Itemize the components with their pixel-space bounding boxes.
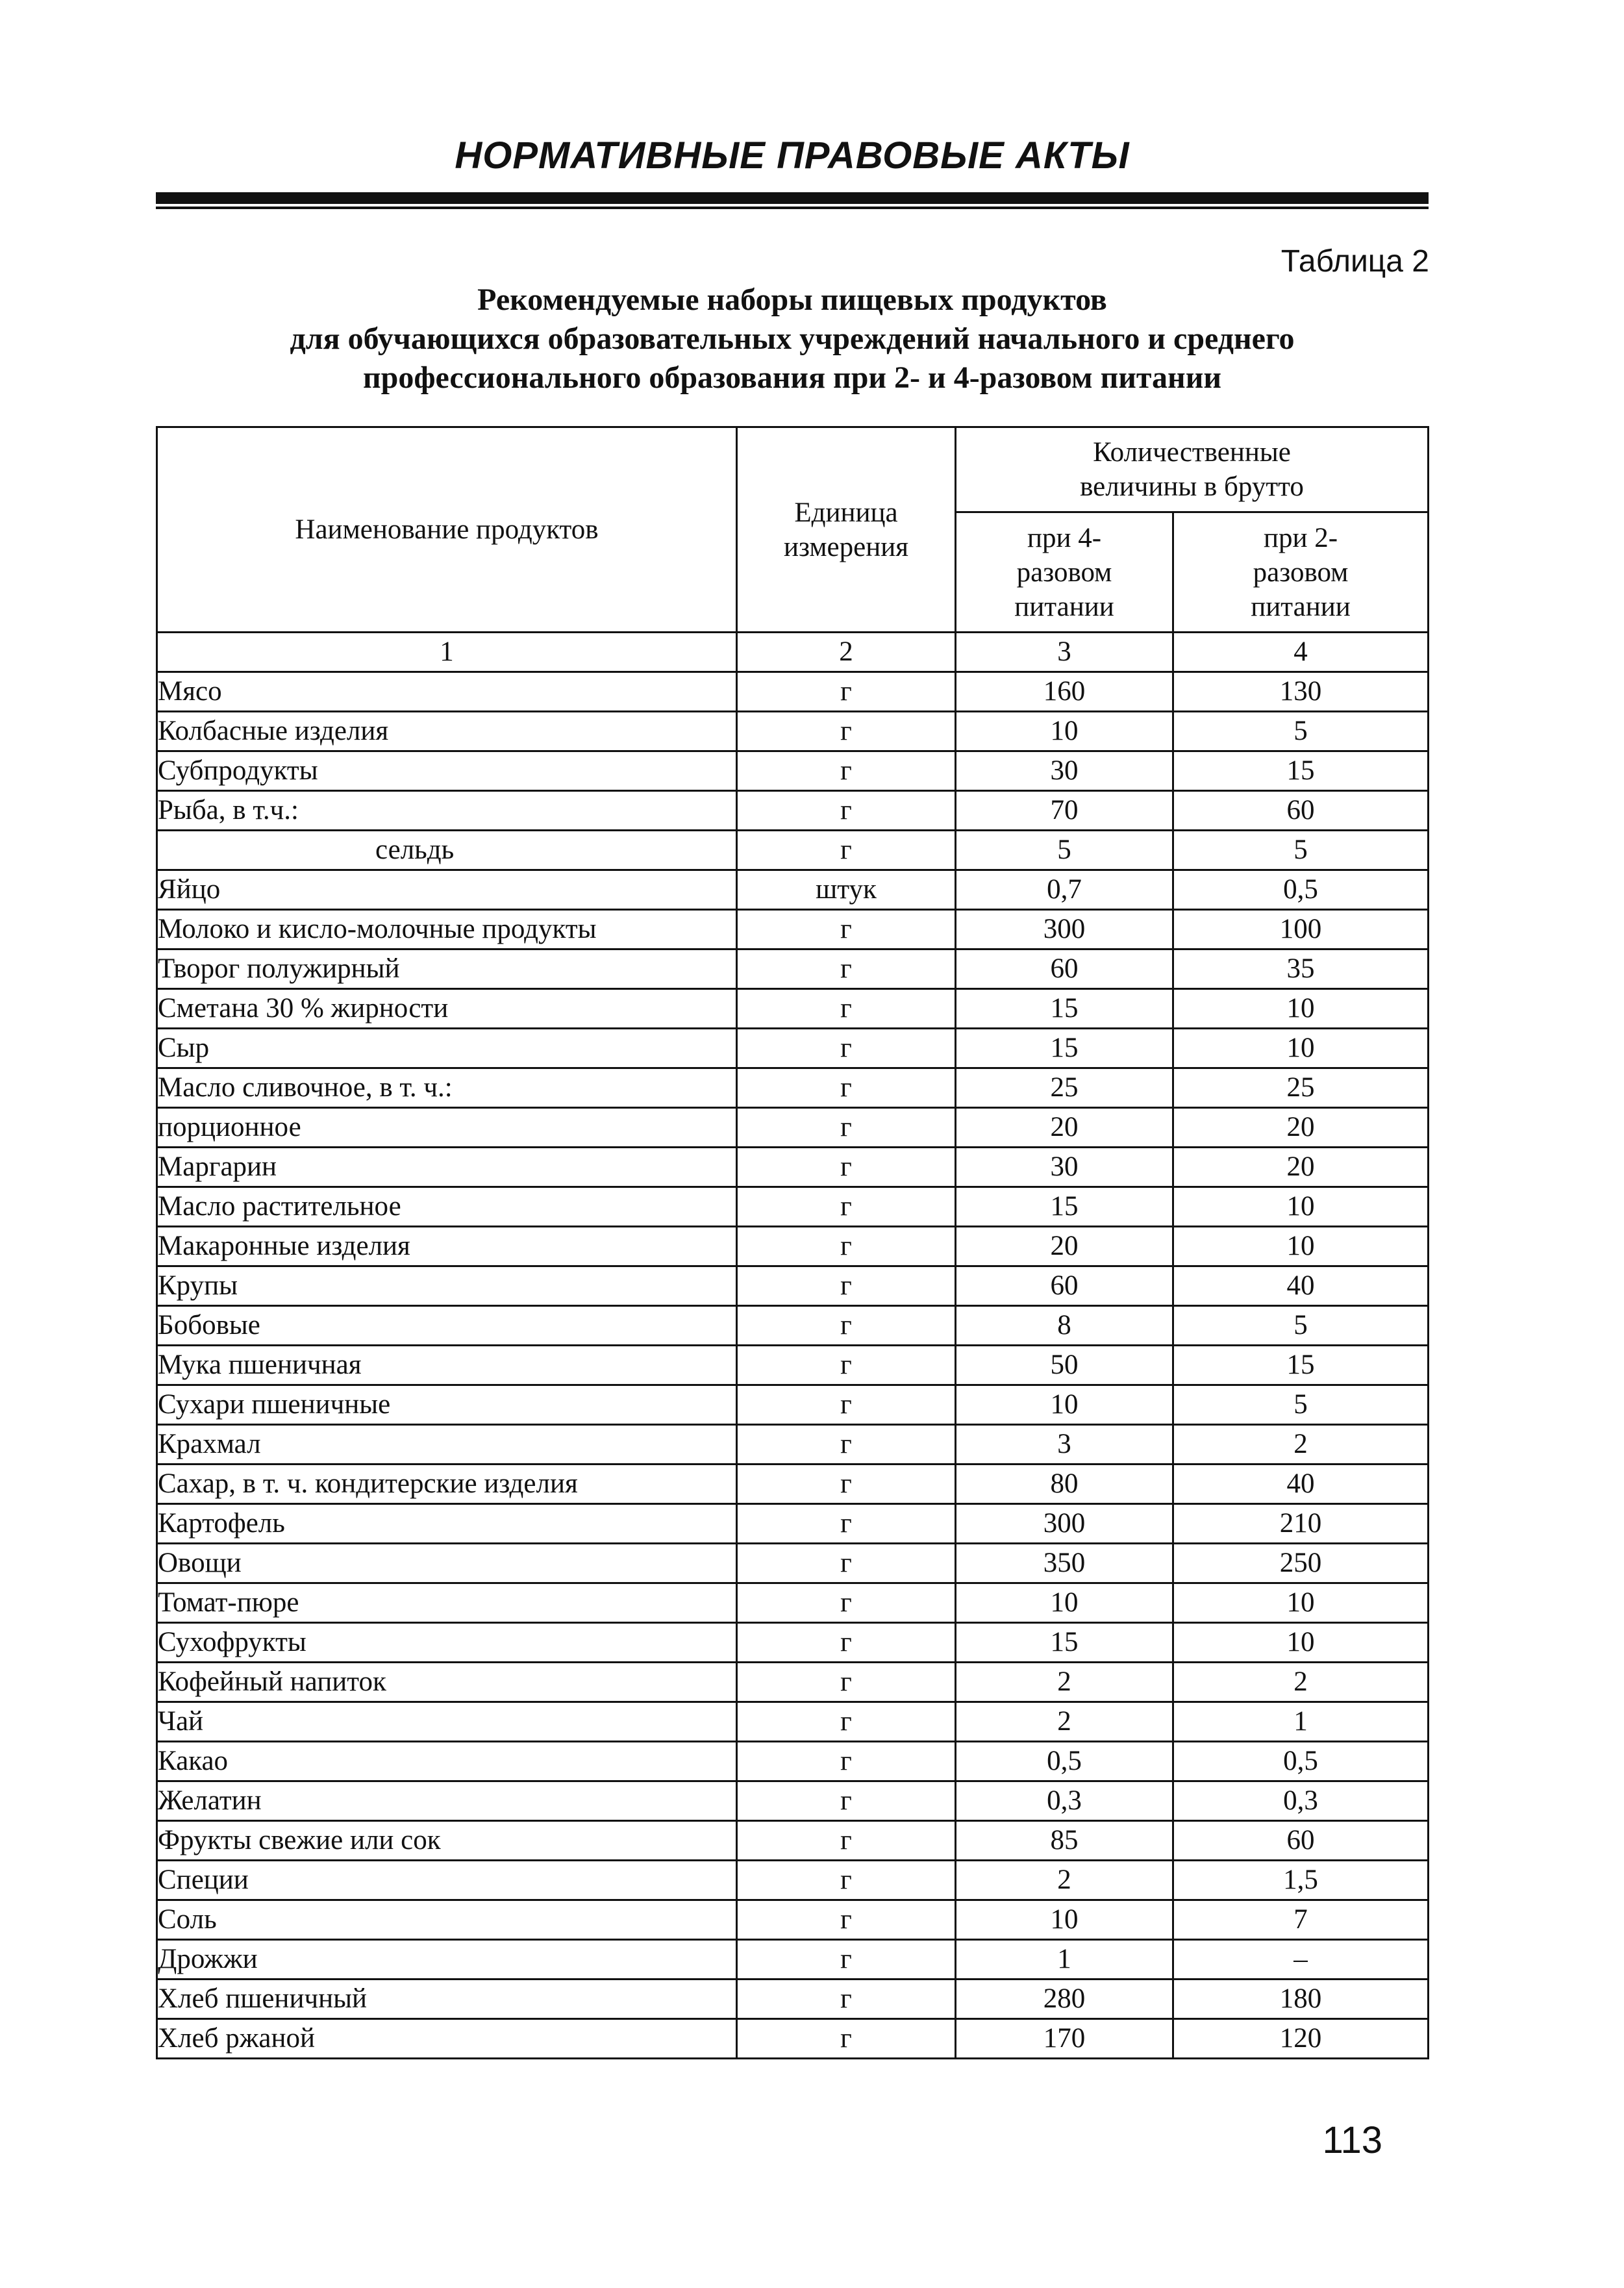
four-meal-value: 20 bbox=[956, 1108, 1173, 1148]
four-meal-value: 30 bbox=[956, 1148, 1173, 1187]
unit-cell: г bbox=[737, 1346, 956, 1385]
unit-cell: г bbox=[737, 791, 956, 831]
table-row bbox=[157, 672, 1429, 712]
unit-cell: г bbox=[737, 1781, 956, 1821]
unit-cell: г bbox=[737, 1465, 956, 1504]
four-meal-value: 10 bbox=[956, 712, 1173, 751]
table-label: Таблица 2 bbox=[1280, 244, 1429, 279]
table-row bbox=[157, 1465, 1429, 1504]
two-meal-value: 60 bbox=[1173, 791, 1429, 831]
two-meal-value: 100 bbox=[1173, 910, 1429, 949]
four-meal-value: 350 bbox=[956, 1544, 1173, 1583]
four-meal-value: 10 bbox=[956, 1900, 1173, 1940]
two-meal-value: 2 bbox=[1173, 1663, 1429, 1702]
product-name: Специи bbox=[157, 1861, 737, 1900]
unit-cell: г bbox=[737, 1306, 956, 1346]
column-number: 3 bbox=[956, 633, 1173, 672]
unit-cell: г bbox=[737, 1583, 956, 1623]
four-meal-value: 10 bbox=[956, 1385, 1173, 1425]
four-meal-value: 300 bbox=[956, 910, 1173, 949]
two-meal-value: – bbox=[1173, 1940, 1429, 1980]
product-name: Молоко и кисло-молочные продукты bbox=[157, 910, 737, 949]
table-row bbox=[157, 1663, 1429, 1702]
four-meal-value: 1 bbox=[956, 1940, 1173, 1980]
table-row bbox=[157, 1266, 1429, 1306]
table-row bbox=[157, 1504, 1429, 1544]
product-name: Хлеб пшеничный bbox=[157, 1980, 737, 2019]
table-row bbox=[157, 712, 1429, 751]
unit-cell: г bbox=[737, 989, 956, 1029]
unit-cell: г bbox=[737, 1544, 956, 1583]
unit-cell: г bbox=[737, 1187, 956, 1227]
column-number: 2 bbox=[737, 633, 956, 672]
product-name: Крупы bbox=[157, 1266, 737, 1306]
header-product-name: Наименование продуктов bbox=[157, 427, 737, 633]
product-name: Дрожжи bbox=[157, 1940, 737, 1980]
product-name: Сметана 30 % жирности bbox=[157, 989, 737, 1029]
four-meal-value: 300 bbox=[956, 1504, 1173, 1544]
four-meal-value: 280 bbox=[956, 1980, 1173, 2019]
four-meal-value: 60 bbox=[956, 1266, 1173, 1306]
product-name: Творог полужирный bbox=[157, 949, 737, 989]
product-name: Яйцо bbox=[157, 870, 737, 910]
unit-cell: г bbox=[737, 712, 956, 751]
caption-line-2: для обучающихся образовательных учреждений начального и среднего bbox=[290, 321, 1295, 356]
two-meal-value: 130 bbox=[1173, 672, 1429, 712]
two-meal-value: 20 bbox=[1173, 1108, 1429, 1148]
unit-cell: г bbox=[737, 1623, 956, 1663]
unit-cell: г bbox=[737, 831, 956, 870]
unit-cell: г bbox=[737, 1148, 956, 1187]
table-row bbox=[157, 1623, 1429, 1663]
four-meal-value: 2 bbox=[956, 1861, 1173, 1900]
table-row bbox=[157, 1148, 1429, 1187]
two-meal-value: 250 bbox=[1173, 1544, 1429, 1583]
table-row bbox=[157, 1980, 1429, 2019]
unit-cell: г bbox=[737, 1861, 956, 1900]
table-row bbox=[157, 989, 1429, 1029]
four-meal-value: 15 bbox=[956, 1623, 1173, 1663]
four-meal-value: 20 bbox=[956, 1227, 1173, 1266]
header-quantity-text: Количественные величины в брутто bbox=[1080, 437, 1304, 502]
header-four-meal bbox=[956, 512, 1173, 633]
two-meal-value: 210 bbox=[1173, 1504, 1429, 1544]
product-name: Какао bbox=[157, 1742, 737, 1781]
product-name: Сухофрукты bbox=[157, 1623, 737, 1663]
four-meal-value: 50 bbox=[956, 1346, 1173, 1385]
table-row bbox=[157, 1187, 1429, 1227]
product-name: Сыр bbox=[157, 1029, 737, 1068]
table-row bbox=[157, 1306, 1429, 1346]
two-meal-value: 0,5 bbox=[1173, 1742, 1429, 1781]
four-meal-value: 0,5 bbox=[956, 1742, 1173, 1781]
table-row bbox=[157, 949, 1429, 989]
unit-cell: г bbox=[737, 1108, 956, 1148]
two-meal-value: 60 bbox=[1173, 1821, 1429, 1861]
four-meal-value: 25 bbox=[956, 1068, 1173, 1108]
page-number: 113 bbox=[1322, 2119, 1382, 2161]
product-name: Рыба, в т.ч.: bbox=[157, 791, 737, 831]
unit-cell: штук bbox=[737, 870, 956, 910]
unit-cell: г bbox=[737, 1821, 956, 1861]
header-quantity bbox=[956, 427, 1429, 512]
table-row bbox=[157, 2019, 1429, 2059]
four-meal-value: 15 bbox=[956, 1187, 1173, 1227]
four-meal-value: 5 bbox=[956, 831, 1173, 870]
two-meal-value: 120 bbox=[1173, 2019, 1429, 2059]
two-meal-value: 2 bbox=[1173, 1425, 1429, 1465]
column-number: 4 bbox=[1173, 633, 1429, 672]
two-meal-value: 7 bbox=[1173, 1900, 1429, 1940]
table-row bbox=[157, 1940, 1429, 1980]
table-row bbox=[157, 1861, 1429, 1900]
four-meal-value: 80 bbox=[956, 1465, 1173, 1504]
table-row bbox=[157, 1227, 1429, 1266]
caption-line-3: профессионального образования при 2- и 4-разовом питании bbox=[362, 360, 1222, 395]
table-row bbox=[157, 1702, 1429, 1742]
two-meal-value: 40 bbox=[1173, 1266, 1429, 1306]
table-row bbox=[157, 870, 1429, 910]
unit-cell: г bbox=[737, 1980, 956, 2019]
two-meal-value: 40 bbox=[1173, 1465, 1429, 1504]
header-rule-thick bbox=[156, 192, 1429, 204]
unit-cell: г bbox=[737, 1504, 956, 1544]
table-row bbox=[157, 1544, 1429, 1583]
four-meal-value: 15 bbox=[956, 989, 1173, 1029]
product-name: Мука пшеничная bbox=[157, 1346, 737, 1385]
two-meal-value: 10 bbox=[1173, 989, 1429, 1029]
table-row bbox=[157, 1742, 1429, 1781]
four-meal-value: 60 bbox=[956, 949, 1173, 989]
unit-cell: г bbox=[737, 1266, 956, 1306]
product-name: Овощи bbox=[157, 1544, 737, 1583]
table-row bbox=[157, 791, 1429, 831]
header-unit bbox=[737, 427, 956, 633]
two-meal-value: 10 bbox=[1173, 1187, 1429, 1227]
table-row bbox=[157, 1029, 1429, 1068]
column-number-row bbox=[157, 633, 1429, 672]
four-meal-value: 85 bbox=[956, 1821, 1173, 1861]
two-meal-value: 0,3 bbox=[1173, 1781, 1429, 1821]
product-name: Масло сливочное, в т. ч.: bbox=[157, 1068, 737, 1108]
unit-cell: г bbox=[737, 2019, 956, 2059]
table-row bbox=[157, 1068, 1429, 1108]
product-name: Сахар, в т. ч. кондитерские изделия bbox=[157, 1465, 737, 1504]
table-row bbox=[157, 1781, 1429, 1821]
food-norms-table bbox=[156, 426, 1429, 2059]
table-row bbox=[157, 1900, 1429, 1940]
product-name: Фрукты свежие или сок bbox=[157, 1821, 737, 1861]
unit-cell: г bbox=[737, 1029, 956, 1068]
product-name: Бобовые bbox=[157, 1306, 737, 1346]
product-name: порционное bbox=[157, 1108, 737, 1148]
table-row bbox=[157, 831, 1429, 870]
unit-cell: г bbox=[737, 910, 956, 949]
unit-cell: г bbox=[737, 1900, 956, 1940]
unit-cell: г bbox=[737, 1068, 956, 1108]
four-meal-value: 15 bbox=[956, 1029, 1173, 1068]
two-meal-value: 25 bbox=[1173, 1068, 1429, 1108]
four-meal-value: 170 bbox=[956, 2019, 1173, 2059]
four-meal-value: 2 bbox=[956, 1702, 1173, 1742]
unit-cell: г bbox=[737, 1663, 956, 1702]
table-row bbox=[157, 751, 1429, 791]
table-caption bbox=[156, 281, 1429, 397]
unit-cell: г bbox=[737, 949, 956, 989]
unit-cell: г bbox=[737, 1940, 956, 1980]
product-name: Кофейный напиток bbox=[157, 1663, 737, 1702]
product-name: Мясо bbox=[157, 672, 737, 712]
column-number: 1 bbox=[157, 633, 737, 672]
caption-line-1: Рекомендуемые наборы пищевых продуктов bbox=[477, 283, 1107, 317]
two-meal-value: 5 bbox=[1173, 1385, 1429, 1425]
two-meal-value: 1,5 bbox=[1173, 1861, 1429, 1900]
product-name: Чай bbox=[157, 1702, 737, 1742]
product-name: Колбасные изделия bbox=[157, 712, 737, 751]
product-name: сельдь bbox=[157, 831, 737, 870]
two-meal-value: 10 bbox=[1173, 1029, 1429, 1068]
table-row bbox=[157, 1385, 1429, 1425]
four-meal-value: 10 bbox=[956, 1583, 1173, 1623]
product-name: Маргарин bbox=[157, 1148, 737, 1187]
unit-cell: г bbox=[737, 1425, 956, 1465]
unit-cell: г bbox=[737, 1385, 956, 1425]
two-meal-value: 180 bbox=[1173, 1980, 1429, 2019]
unit-cell: г bbox=[737, 1742, 956, 1781]
two-meal-value: 0,5 bbox=[1173, 870, 1429, 910]
four-meal-value: 70 bbox=[956, 791, 1173, 831]
product-name: Крахмал bbox=[157, 1425, 737, 1465]
product-name: Субпродукты bbox=[157, 751, 737, 791]
product-name: Картофель bbox=[157, 1504, 737, 1544]
two-meal-value: 15 bbox=[1173, 1346, 1429, 1385]
header-two-meal bbox=[1173, 512, 1429, 633]
two-meal-value: 1 bbox=[1173, 1702, 1429, 1742]
four-meal-value: 2 bbox=[956, 1663, 1173, 1702]
four-meal-value: 0,3 bbox=[956, 1781, 1173, 1821]
table-row bbox=[157, 1108, 1429, 1148]
four-meal-value: 30 bbox=[956, 751, 1173, 791]
two-meal-value: 35 bbox=[1173, 949, 1429, 989]
product-name: Сухари пшеничные bbox=[157, 1385, 737, 1425]
header-rule-thin bbox=[156, 207, 1429, 209]
four-meal-value: 3 bbox=[956, 1425, 1173, 1465]
product-name: Масло растительное bbox=[157, 1187, 737, 1227]
product-name: Макаронные изделия bbox=[157, 1227, 737, 1266]
product-name: Хлеб ржаной bbox=[157, 2019, 737, 2059]
header-two-meal-text: при 2-разовом питании bbox=[1251, 522, 1351, 622]
two-meal-value: 5 bbox=[1173, 712, 1429, 751]
header-four-meal-text: при 4-разовом питании bbox=[1014, 522, 1114, 622]
four-meal-value: 160 bbox=[956, 672, 1173, 712]
unit-cell: г bbox=[737, 1702, 956, 1742]
table-row bbox=[157, 1583, 1429, 1623]
product-name: Томат-пюре bbox=[157, 1583, 737, 1623]
unit-cell: г bbox=[737, 1227, 956, 1266]
unit-cell: г bbox=[737, 751, 956, 791]
table-row bbox=[157, 1425, 1429, 1465]
two-meal-value: 10 bbox=[1173, 1583, 1429, 1623]
four-meal-value: 8 bbox=[956, 1306, 1173, 1346]
header-unit-text: Единица измерения bbox=[783, 497, 909, 562]
two-meal-value: 10 bbox=[1173, 1227, 1429, 1266]
two-meal-value: 20 bbox=[1173, 1148, 1429, 1187]
table-row bbox=[157, 910, 1429, 949]
two-meal-value: 5 bbox=[1173, 831, 1429, 870]
table-row bbox=[157, 1821, 1429, 1861]
two-meal-value: 15 bbox=[1173, 751, 1429, 791]
running-header: НОРМАТИВНЫЕ ПРАВОВЫЕ АКТЫ bbox=[455, 134, 1130, 177]
product-name: Желатин bbox=[157, 1781, 737, 1821]
four-meal-value: 0,7 bbox=[956, 870, 1173, 910]
two-meal-value: 5 bbox=[1173, 1306, 1429, 1346]
product-name: Соль bbox=[157, 1900, 737, 1940]
unit-cell: г bbox=[737, 672, 956, 712]
table-row bbox=[157, 1346, 1429, 1385]
two-meal-value: 10 bbox=[1173, 1623, 1429, 1663]
